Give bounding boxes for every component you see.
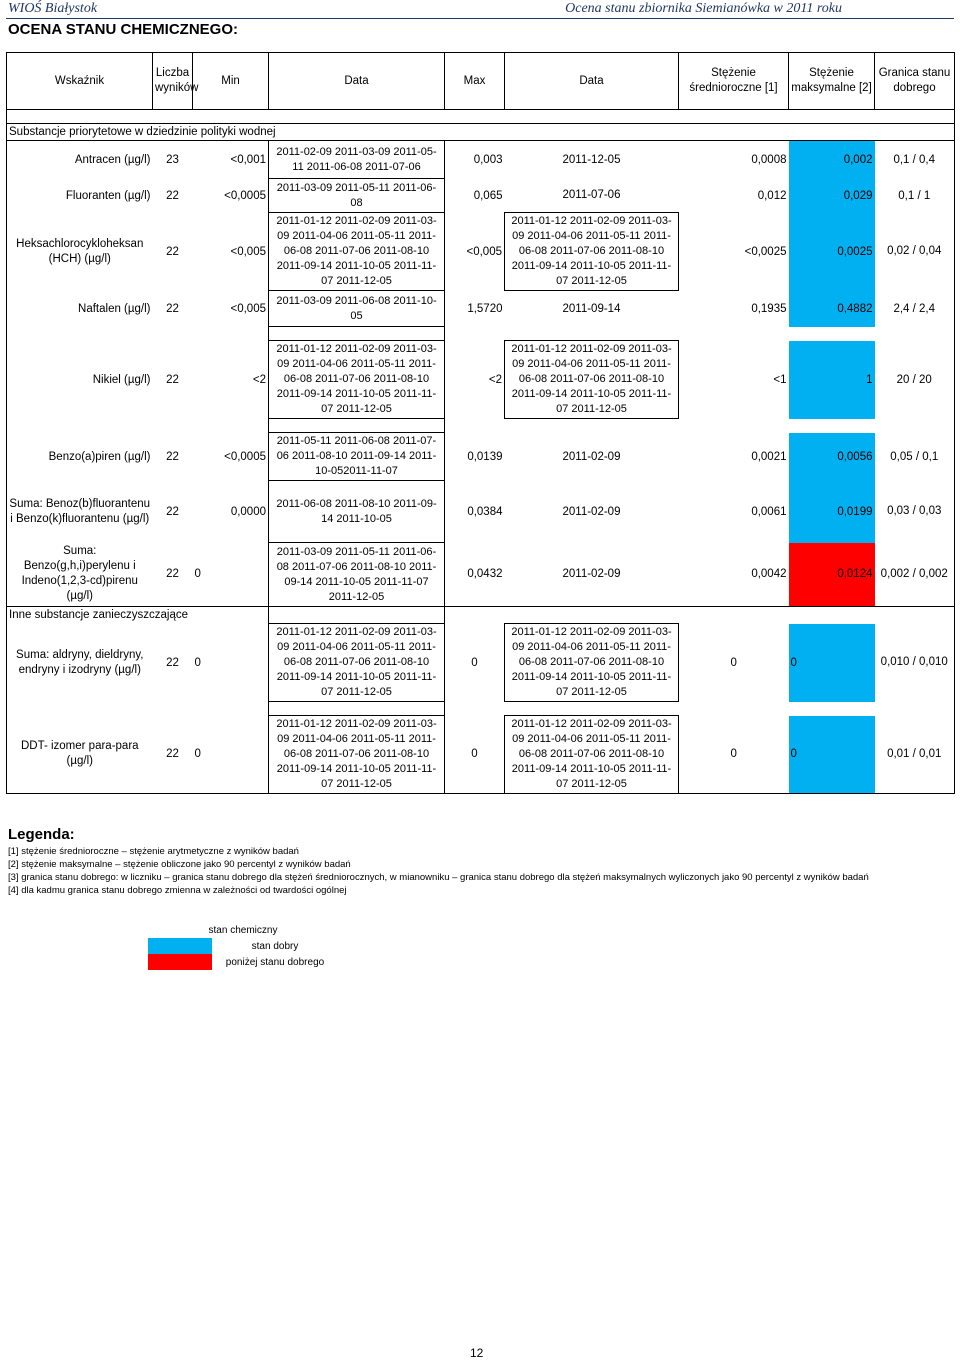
table-row	[7, 213, 955, 291]
legend-note: [2] stężenie maksymalne – stężenie obliczone jako 90 percentyl z wyników badań	[8, 859, 351, 870]
maxc-cell: 0,0056	[789, 433, 875, 481]
section-other: Inne substancje zanieczyszczające	[7, 607, 269, 624]
date1-cell: 2011-01-12 2011-02-09 2011-03-09 2011-04-06 2011-05-11 2011-06-08 2011-07-06 2011-08-10 2011-09-14 2011-10-05 2011-11-07 2011-12-05	[269, 716, 445, 794]
col-avg: Stężenie średnioroczne [1]	[679, 53, 789, 110]
date1-cell: 2011-01-12 2011-02-09 2011-03-09 2011-04-06 2011-05-11 2011-06-08 2011-07-06 2011-08-10 2011-09-14 2011-10-05 2011-11-07 2011-12-05	[269, 341, 445, 419]
table-row	[7, 341, 955, 419]
limit-cell: 0,010 / 0,010	[875, 624, 955, 702]
table-row	[7, 543, 955, 607]
avg-cell: 0,0042	[679, 543, 789, 607]
max-cell: 0	[445, 716, 505, 794]
avg-cell: 0,0021	[751, 450, 787, 463]
table-row	[7, 291, 955, 327]
legend-note: [3] granica stanu dobrego: w liczniku – granica stanu dobrego dla stężeń średniorocznych, w mianowniku – granica stanu dobrego dla stężeń maksymalnych wyliczonych jako 90 percentyl z wyników badań	[8, 872, 869, 883]
date2-cell: 2011-12-05	[562, 153, 621, 166]
date1-cell: 2011-02-09 2011-03-09 2011-05-11 2011-06-08 2011-07-06	[269, 141, 445, 179]
min-cell: <0,005	[230, 302, 266, 315]
indicator-cell: Suma: Benoz(b)fluorantenu i Benzo(k)fluorantenu (µg/l)	[7, 481, 153, 543]
limit-cell: 20 / 20	[875, 341, 955, 419]
min-cell: <0,005	[230, 245, 266, 258]
date2-cell: 2011-02-09	[562, 450, 621, 463]
limit-cell: 0,002 / 0,002	[875, 543, 955, 607]
max-cell: <0,005	[466, 245, 502, 258]
date2-cell: 2011-09-14	[562, 302, 621, 315]
indicator-cell: Heksachlorocykloheksan (HCH) (µg/l)	[7, 213, 153, 291]
count-cell: 22	[166, 189, 179, 202]
col-date1: Data	[269, 53, 445, 110]
limit-cell: 0,1 / 1	[875, 179, 955, 213]
avg-cell: 0,0008	[751, 153, 787, 166]
indicator-cell: Fluoranten (µg/l)	[7, 179, 153, 213]
col-count: Liczba wyników	[153, 53, 193, 110]
avg-cell: 0	[730, 656, 737, 669]
indicator-cell: Naftalen (µg/l)	[7, 291, 153, 327]
header-left: WIOŚ Białystok	[8, 1, 98, 16]
maxc-cell: 1	[789, 341, 875, 419]
indicator-cell: Benzo(a)piren (µg/l)	[7, 433, 153, 481]
legend-note: [1] stężenie średnioroczne – stężenie arytmetyczne z wyników badań	[8, 846, 299, 857]
maxc-cell: 0,0124	[789, 543, 875, 607]
limit-cell: 0,01 / 0,01	[875, 716, 955, 794]
header-right: Ocena stanu zbiornika Siemianówka w 2011 roku	[565, 1, 842, 16]
count-cell: 22	[166, 505, 179, 518]
table-row	[7, 716, 955, 794]
header-rule	[6, 18, 954, 19]
max-cell: 0,0384	[467, 505, 503, 518]
count-cell: 22	[166, 302, 179, 315]
section-priority: Substancje priorytetowe w dziedzinie polityki wodnej	[7, 124, 955, 141]
color-key	[148, 922, 338, 970]
indicator-cell: Suma: Benzo(g,h,i)perylenu i Indeno(1,2,3-cd)pirenu (µg/l)	[7, 543, 153, 607]
avg-cell: 0,012	[757, 189, 787, 202]
maxc-cell: 0,0199	[789, 481, 875, 543]
limit-cell: 0,03 / 0,03	[875, 481, 955, 543]
count-cell: 23	[166, 153, 179, 166]
date1-cell: 2011-03-09 2011-06-08 2011-10-05	[269, 291, 445, 327]
col-max: Max	[445, 53, 505, 110]
date1-cell: 2011-01-12 2011-02-09 2011-03-09 2011-04-06 2011-05-11 2011-06-08 2011-07-06 2011-08-10 2011-09-14 2011-10-05 2011-11-07 2011-12-05	[269, 213, 445, 291]
indicator-cell: DDT- izomer para-para (µg/l)	[7, 716, 153, 794]
maxc-cell: 0	[789, 624, 875, 702]
date1-cell: 2011-06-08 2011-08-10 2011-09-14 2011-10-05	[269, 481, 445, 543]
maxc-cell: 0,0025	[789, 213, 875, 291]
limit-cell: 0,02 / 0,04	[875, 213, 955, 291]
date2-cell: 2011-01-12 2011-02-09 2011-03-09 2011-04-06 2011-05-11 2011-06-08 2011-07-06 2011-08-10 2011-09-14 2011-10-05 2011-11-07 2011-12-05	[505, 213, 679, 291]
date2-cell: 2011-02-09	[505, 543, 679, 607]
date2-cell: 2011-01-12 2011-02-09 2011-03-09 2011-04-06 2011-05-11 2011-06-08 2011-07-06 2011-08-10 2011-09-14 2011-10-05 2011-11-07 2011-12-05	[505, 341, 679, 419]
page-number: 12	[470, 1346, 484, 1360]
min-cell: <0,0005	[224, 450, 266, 463]
min-cell: <0,001	[230, 153, 266, 166]
maxc-cell: 0,002	[789, 141, 875, 179]
maxc-cell: 0	[789, 716, 875, 794]
max-cell: 0,065	[473, 189, 503, 202]
col-date2: Data	[505, 53, 679, 110]
date2-cell: 2011-02-09	[562, 505, 621, 518]
date2-cell: 2011-01-12 2011-02-09 2011-03-09 2011-04-06 2011-05-11 2011-06-08 2011-07-06 2011-08-10 2011-09-14 2011-10-05 2011-11-07 2011-12-05	[505, 716, 679, 794]
date2-cell: 2011-07-06	[562, 189, 621, 202]
chemical-status-table	[6, 52, 955, 794]
count-cell: 22	[153, 543, 193, 607]
avg-cell: 0	[679, 716, 789, 794]
key-swatch-good	[148, 938, 212, 954]
date2-cell: 2011-01-12 2011-02-09 2011-03-09 2011-04-06 2011-05-11 2011-06-08 2011-07-06 2011-08-10 2011-09-14 2011-10-05 2011-11-07 2011-12-05	[505, 624, 679, 702]
limit-cell: 2,4 / 2,4	[875, 291, 955, 327]
key-label-good: stan dobry	[251, 940, 299, 952]
indicator-cell: Antracen (µg/l)	[7, 141, 153, 179]
legend-note: [4] dla kadmu granica stanu dobrego zmienna w zależności od twardości ogólnej	[8, 885, 347, 896]
min-cell: 0	[193, 543, 269, 607]
count-cell: 22	[166, 373, 179, 386]
key-swatch-bad	[148, 954, 212, 970]
col-indicator: Wskaźnik	[7, 53, 153, 110]
table-row	[7, 624, 955, 702]
date1-cell: 2011-05-11 2011-06-08 2011-07-06 2011-08-10 2011-09-14 2011-10-052011-11-07	[269, 433, 445, 481]
avg-cell: 0,1935	[751, 302, 787, 315]
maxc-cell: 0,4882	[789, 291, 875, 327]
col-maxc: Stężenie maksymalne [2]	[789, 53, 875, 110]
key-title: stan chemiczny	[208, 924, 278, 936]
min-cell: 0	[193, 716, 269, 794]
max-cell: 1,5720	[467, 302, 503, 315]
table-header-row	[7, 53, 955, 110]
avg-cell: 0,0061	[751, 505, 787, 518]
max-cell: 0,0432	[445, 543, 505, 607]
count-cell: 22	[166, 656, 179, 669]
max-cell: <2	[488, 373, 502, 386]
limit-cell: 0,05 / 0,1	[875, 433, 955, 481]
date1-cell: 2011-03-09 2011-05-11 2011-06-08	[269, 179, 445, 213]
maxc-cell: 0,029	[789, 179, 875, 213]
max-cell: 0	[471, 656, 478, 669]
avg-cell: <1	[773, 373, 787, 386]
count-cell: 22	[166, 245, 179, 258]
indicator-cell: Nikiel (µg/l)	[7, 341, 153, 419]
min-cell: <2	[252, 373, 266, 386]
min-cell: 0	[194, 656, 201, 669]
count-cell: 22	[153, 716, 193, 794]
indicator-cell: Suma: aldryny, dieldryny, endryny i izodryny (µg/l)	[7, 624, 153, 702]
limit-cell: 0,1 / 0,4	[875, 141, 955, 179]
max-cell: 0,003	[473, 153, 503, 166]
count-cell: 22	[166, 450, 179, 463]
legend-title: Legenda:	[8, 826, 75, 843]
table-row	[7, 433, 955, 481]
table-row	[7, 141, 955, 179]
min-cell: <0,0005	[224, 189, 266, 202]
min-cell: 0,0000	[230, 505, 266, 518]
max-cell: 0,0139	[467, 450, 503, 463]
date1-cell: 2011-01-12 2011-02-09 2011-03-09 2011-04-06 2011-05-11 2011-06-08 2011-07-06 2011-08-10 2011-09-14 2011-10-05 2011-11-07 2011-12-05	[269, 624, 445, 702]
date1-cell: 2011-03-09 2011-05-11 2011-06-08 2011-07-06 2011-08-10 2011-09-14 2011-10-05 2011-11-07 2011-12-05	[269, 543, 445, 607]
key-label-bad: poniżej stanu dobrego	[225, 956, 325, 968]
avg-cell: <0,0025	[744, 245, 787, 258]
table-row	[7, 481, 955, 543]
page-title: OCENA STANU CHEMICZNEGO:	[8, 21, 238, 38]
col-limit: Granica stanu dobrego	[875, 53, 955, 110]
col-min: Min	[193, 53, 269, 110]
table-row	[7, 179, 955, 213]
